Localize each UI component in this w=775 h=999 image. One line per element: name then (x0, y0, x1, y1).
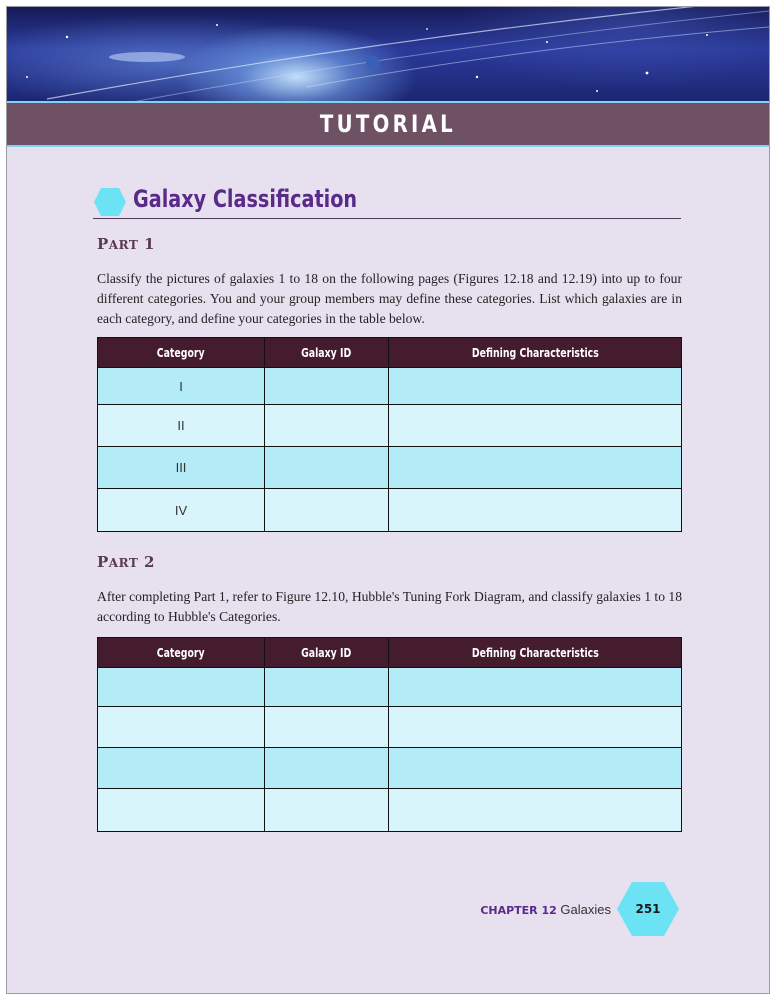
part-2-label: PART 2 (97, 553, 155, 571)
banner-artwork (7, 7, 769, 101)
page-footer (7, 873, 769, 943)
part-2-table (97, 637, 682, 832)
galaxy-id-cell[interactable] (265, 748, 389, 789)
category-cell[interactable] (98, 789, 265, 832)
table-row (98, 405, 682, 447)
galaxy-id-cell[interactable] (265, 368, 389, 405)
characteristics-cell[interactable] (389, 405, 682, 447)
characteristics-cell[interactable] (389, 707, 682, 748)
tutorial-title-bar (7, 101, 769, 147)
part-1-label: PART 1 (97, 235, 155, 253)
category-cell[interactable]: IV (98, 489, 265, 532)
table-row (98, 489, 682, 532)
space-banner-image (7, 7, 769, 101)
category-cell[interactable]: I (98, 368, 265, 405)
characteristics-cell[interactable] (389, 748, 682, 789)
category-cell[interactable]: II (98, 405, 265, 447)
galaxy-id-cell[interactable] (265, 489, 389, 532)
characteristics-cell[interactable] (389, 447, 682, 489)
column-header-galaxy-id: Galaxy ID (265, 338, 389, 368)
characteristics-cell[interactable] (389, 789, 682, 832)
column-header-galaxy-id: Galaxy ID (265, 638, 389, 668)
table-header-row (98, 338, 682, 368)
category-cell[interactable]: III (98, 447, 265, 489)
galaxy-id-cell[interactable] (265, 405, 389, 447)
column-header-defining-characteristics: Defining Characteristics (389, 638, 682, 668)
column-header-defining-characteristics: Defining Characteristics (389, 338, 682, 368)
category-cell[interactable] (98, 668, 265, 707)
section-heading (93, 183, 681, 219)
category-cell[interactable] (98, 748, 265, 789)
part-1-table (97, 337, 682, 532)
page (6, 6, 770, 994)
characteristics-cell[interactable] (389, 368, 682, 405)
characteristics-cell[interactable] (389, 489, 682, 532)
part-2-instructions: After completing Part 1, refer to Figure 12.10, Hubble's Tuning Fork Diagram, and classify galaxies 1 to 18 according to Hubble's Categories. (97, 589, 682, 624)
table-row (98, 668, 682, 707)
chapter-running-footer (480, 902, 611, 917)
section-title: Galaxy Classification (133, 185, 358, 213)
page-number: 251 (635, 902, 661, 916)
chapter-label: CHAPTER 12 (480, 904, 557, 917)
chapter-title: Galaxies (560, 902, 611, 917)
hexagon-icon (93, 187, 127, 217)
galaxy-id-cell[interactable] (265, 789, 389, 832)
category-cell[interactable] (98, 707, 265, 748)
galaxy-id-cell[interactable] (265, 668, 389, 707)
tutorial-title: TUTORIAL (319, 110, 457, 138)
galaxy-id-cell[interactable] (265, 707, 389, 748)
table-row (98, 447, 682, 489)
column-header-category: Category (98, 638, 265, 668)
table-header-row (98, 638, 682, 668)
column-header-category: Category (98, 338, 265, 368)
characteristics-cell[interactable] (389, 668, 682, 707)
table-row (98, 368, 682, 405)
part-1-instructions: Classify the pictures of galaxies 1 to 18 on the following pages (Figures 12.18 and 12.19) into up to four different categories. You and your group members may define these categories. List which galaxies are in each category, and define your categories in the table below. (97, 271, 682, 326)
table-row (98, 707, 682, 748)
galaxy-id-cell[interactable] (265, 447, 389, 489)
table-row (98, 748, 682, 789)
table-row (98, 789, 682, 832)
